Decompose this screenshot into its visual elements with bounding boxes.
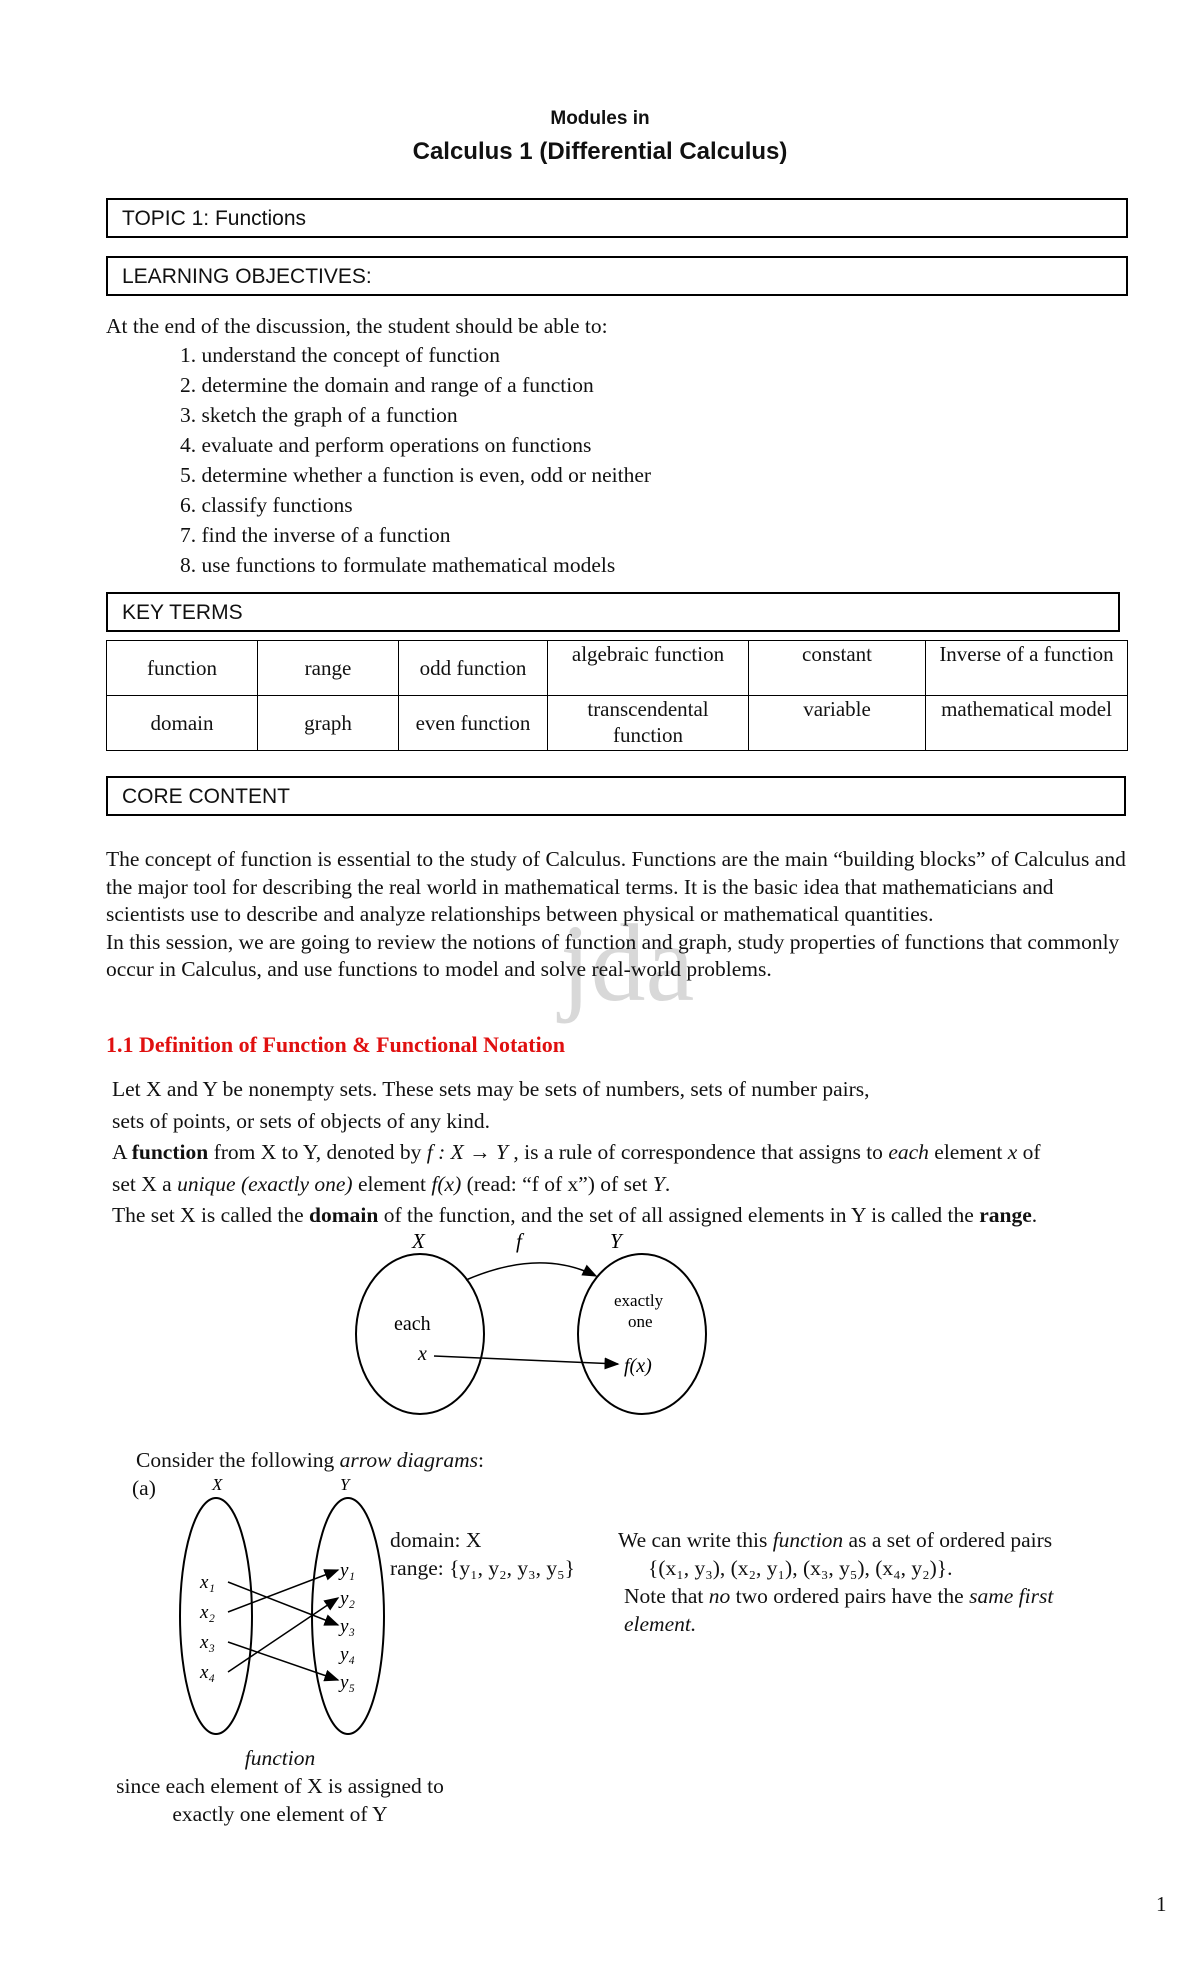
diagram-caption [100, 1744, 460, 1828]
ordered-pairs-note-end: element. [624, 1612, 697, 1636]
term-cell: variable [749, 696, 926, 751]
domain-statement: domain: X [390, 1528, 482, 1552]
core-content-text [106, 846, 1136, 984]
objective-item: 6. classify functions [180, 493, 353, 517]
objectives-heading: LEARNING OBJECTIVES: [106, 256, 1128, 296]
set-x-label: X [212, 1475, 223, 1494]
rule-arrow [466, 1263, 596, 1280]
term-cell: domain [107, 696, 258, 751]
function-f-label: f [516, 1229, 522, 1253]
objective-item: 4. evaluate and perform operations on functions [180, 433, 592, 457]
course-title: Calculus 1 (Differential Calculus) [412, 138, 788, 165]
term-cell: even function [399, 696, 548, 751]
core-paragraph: In this session, we are going to review the notions of function and graph, study properties of functions that commonly occur in Calculus, and use functions to model and solve real-world problems. [106, 929, 1120, 981]
term-cell: Inverse of a function [926, 641, 1128, 696]
mapping-arrow [228, 1582, 338, 1625]
objective-item: 2. determine the domain and range of a function [180, 373, 594, 397]
modules-label: Modules in [550, 108, 650, 129]
y-element: y₂ [340, 1588, 356, 1609]
range-statement: range: {y₁, y₂, y₃, y₅} [390, 1556, 575, 1580]
table-row [107, 641, 1128, 696]
image-fx-label: f(x) [624, 1355, 652, 1377]
element-arrow [434, 1356, 618, 1364]
one-label: one [628, 1312, 653, 1331]
ordered-pairs-intro: We can write this function as a set of ordered pairs [618, 1528, 1053, 1552]
term-cell: transcendental function [548, 696, 749, 751]
page-number: 1 [1156, 1892, 1167, 1916]
arrow-diagrams-intro: Consider the following arrow diagrams: [136, 1448, 485, 1472]
set-y-label: Y [610, 1229, 622, 1253]
objective-item: 5. determine whether a function is even, odd or neither [180, 463, 652, 487]
topic-box: TOPIC 1: Functions [106, 198, 1128, 238]
caption-line: since each element of X is assigned to [116, 1774, 444, 1798]
section-title: 1.1 Definition of Function & Functional Notation [106, 1032, 565, 1057]
ordered-pairs-note: Note that no two ordered pairs have the same first [624, 1584, 1054, 1608]
y-element: y₅ [340, 1672, 356, 1693]
watermark-text: jda [560, 902, 695, 1024]
each-label: each [394, 1313, 431, 1335]
ordered-pairs-set: {(x₁, y₃), (x₂, y₁), (x₃, y₅), (x₄, y₂)}. [648, 1556, 953, 1580]
x-element: x₁ [200, 1572, 216, 1593]
definition-line: The set X is called the domain of the function, and the set of all assigned elements in Y is called the range. [112, 1203, 1038, 1227]
exactly-label: exactly [614, 1291, 664, 1310]
term-cell: function [107, 641, 258, 696]
definition-text [112, 1074, 1172, 1232]
caption-word: function [244, 1746, 316, 1770]
x-element: x₃ [200, 1632, 216, 1653]
term-cell: constant [749, 641, 926, 696]
domain-ellipse [180, 1498, 252, 1734]
x-element: x₄ [200, 1662, 216, 1683]
term-cell: algebraic function [548, 641, 749, 696]
definition-line: sets of points, or sets of objects of any kind. [112, 1108, 490, 1133]
objectives-list [180, 340, 651, 580]
objectives-intro: At the end of the discussion, the student should be able to: [106, 314, 608, 338]
definition-line: Let X and Y be nonempty sets. These sets may be sets of numbers, sets of number pairs, [112, 1077, 870, 1101]
part-label: (a) [132, 1476, 156, 1500]
x-element: x₂ [200, 1602, 216, 1623]
element-x-label: x [418, 1343, 427, 1365]
mapping-arrow [228, 1570, 338, 1612]
core-paragraph: The concept of function is essential to the study of Calculus. Functions are the main “building blocks” of Calculus and the major tool for describing the real world in mathematical terms. It is the basic idea that mathematicians and scientists use to describe and analyze relationships between physical or mathematical quantities. [106, 847, 1126, 926]
term-cell: graph [258, 696, 399, 751]
function-mapping-diagram [340, 1226, 720, 1416]
table-row [107, 696, 1128, 751]
y-element: y₁ [340, 1560, 356, 1581]
codomain-ellipse [578, 1254, 706, 1414]
arrow-diagram-a [170, 1470, 390, 1740]
term-cell: mathematical model [926, 696, 1128, 751]
definition-line: A function from X to Y, denoted by f : X → Y , is a rule of correspondence that assigns to each element x of [112, 1140, 1041, 1164]
key-terms-table [106, 640, 1128, 751]
term-cell: range [258, 641, 399, 696]
objective-item: 7. find the inverse of a function [180, 523, 451, 547]
caption-line: exactly one element of Y [172, 1802, 388, 1826]
definition-line: set X a unique (exactly one) element f(x) (read: “f of x”) of set Y. [112, 1171, 671, 1196]
set-x-label: X [412, 1229, 425, 1253]
y-element: y₄ [340, 1644, 356, 1665]
key-terms-heading: KEY TERMS [106, 592, 1120, 632]
y-element: y₃ [340, 1616, 356, 1637]
term-cell: odd function [399, 641, 548, 696]
core-content-heading: CORE CONTENT [106, 776, 1126, 816]
objective-item: 1. understand the concept of function [180, 343, 501, 367]
objective-item: 3. sketch the graph of a function [180, 403, 458, 427]
set-y-label: Y [340, 1475, 350, 1494]
objective-item: 8. use functions to formulate mathematical models [180, 553, 616, 577]
